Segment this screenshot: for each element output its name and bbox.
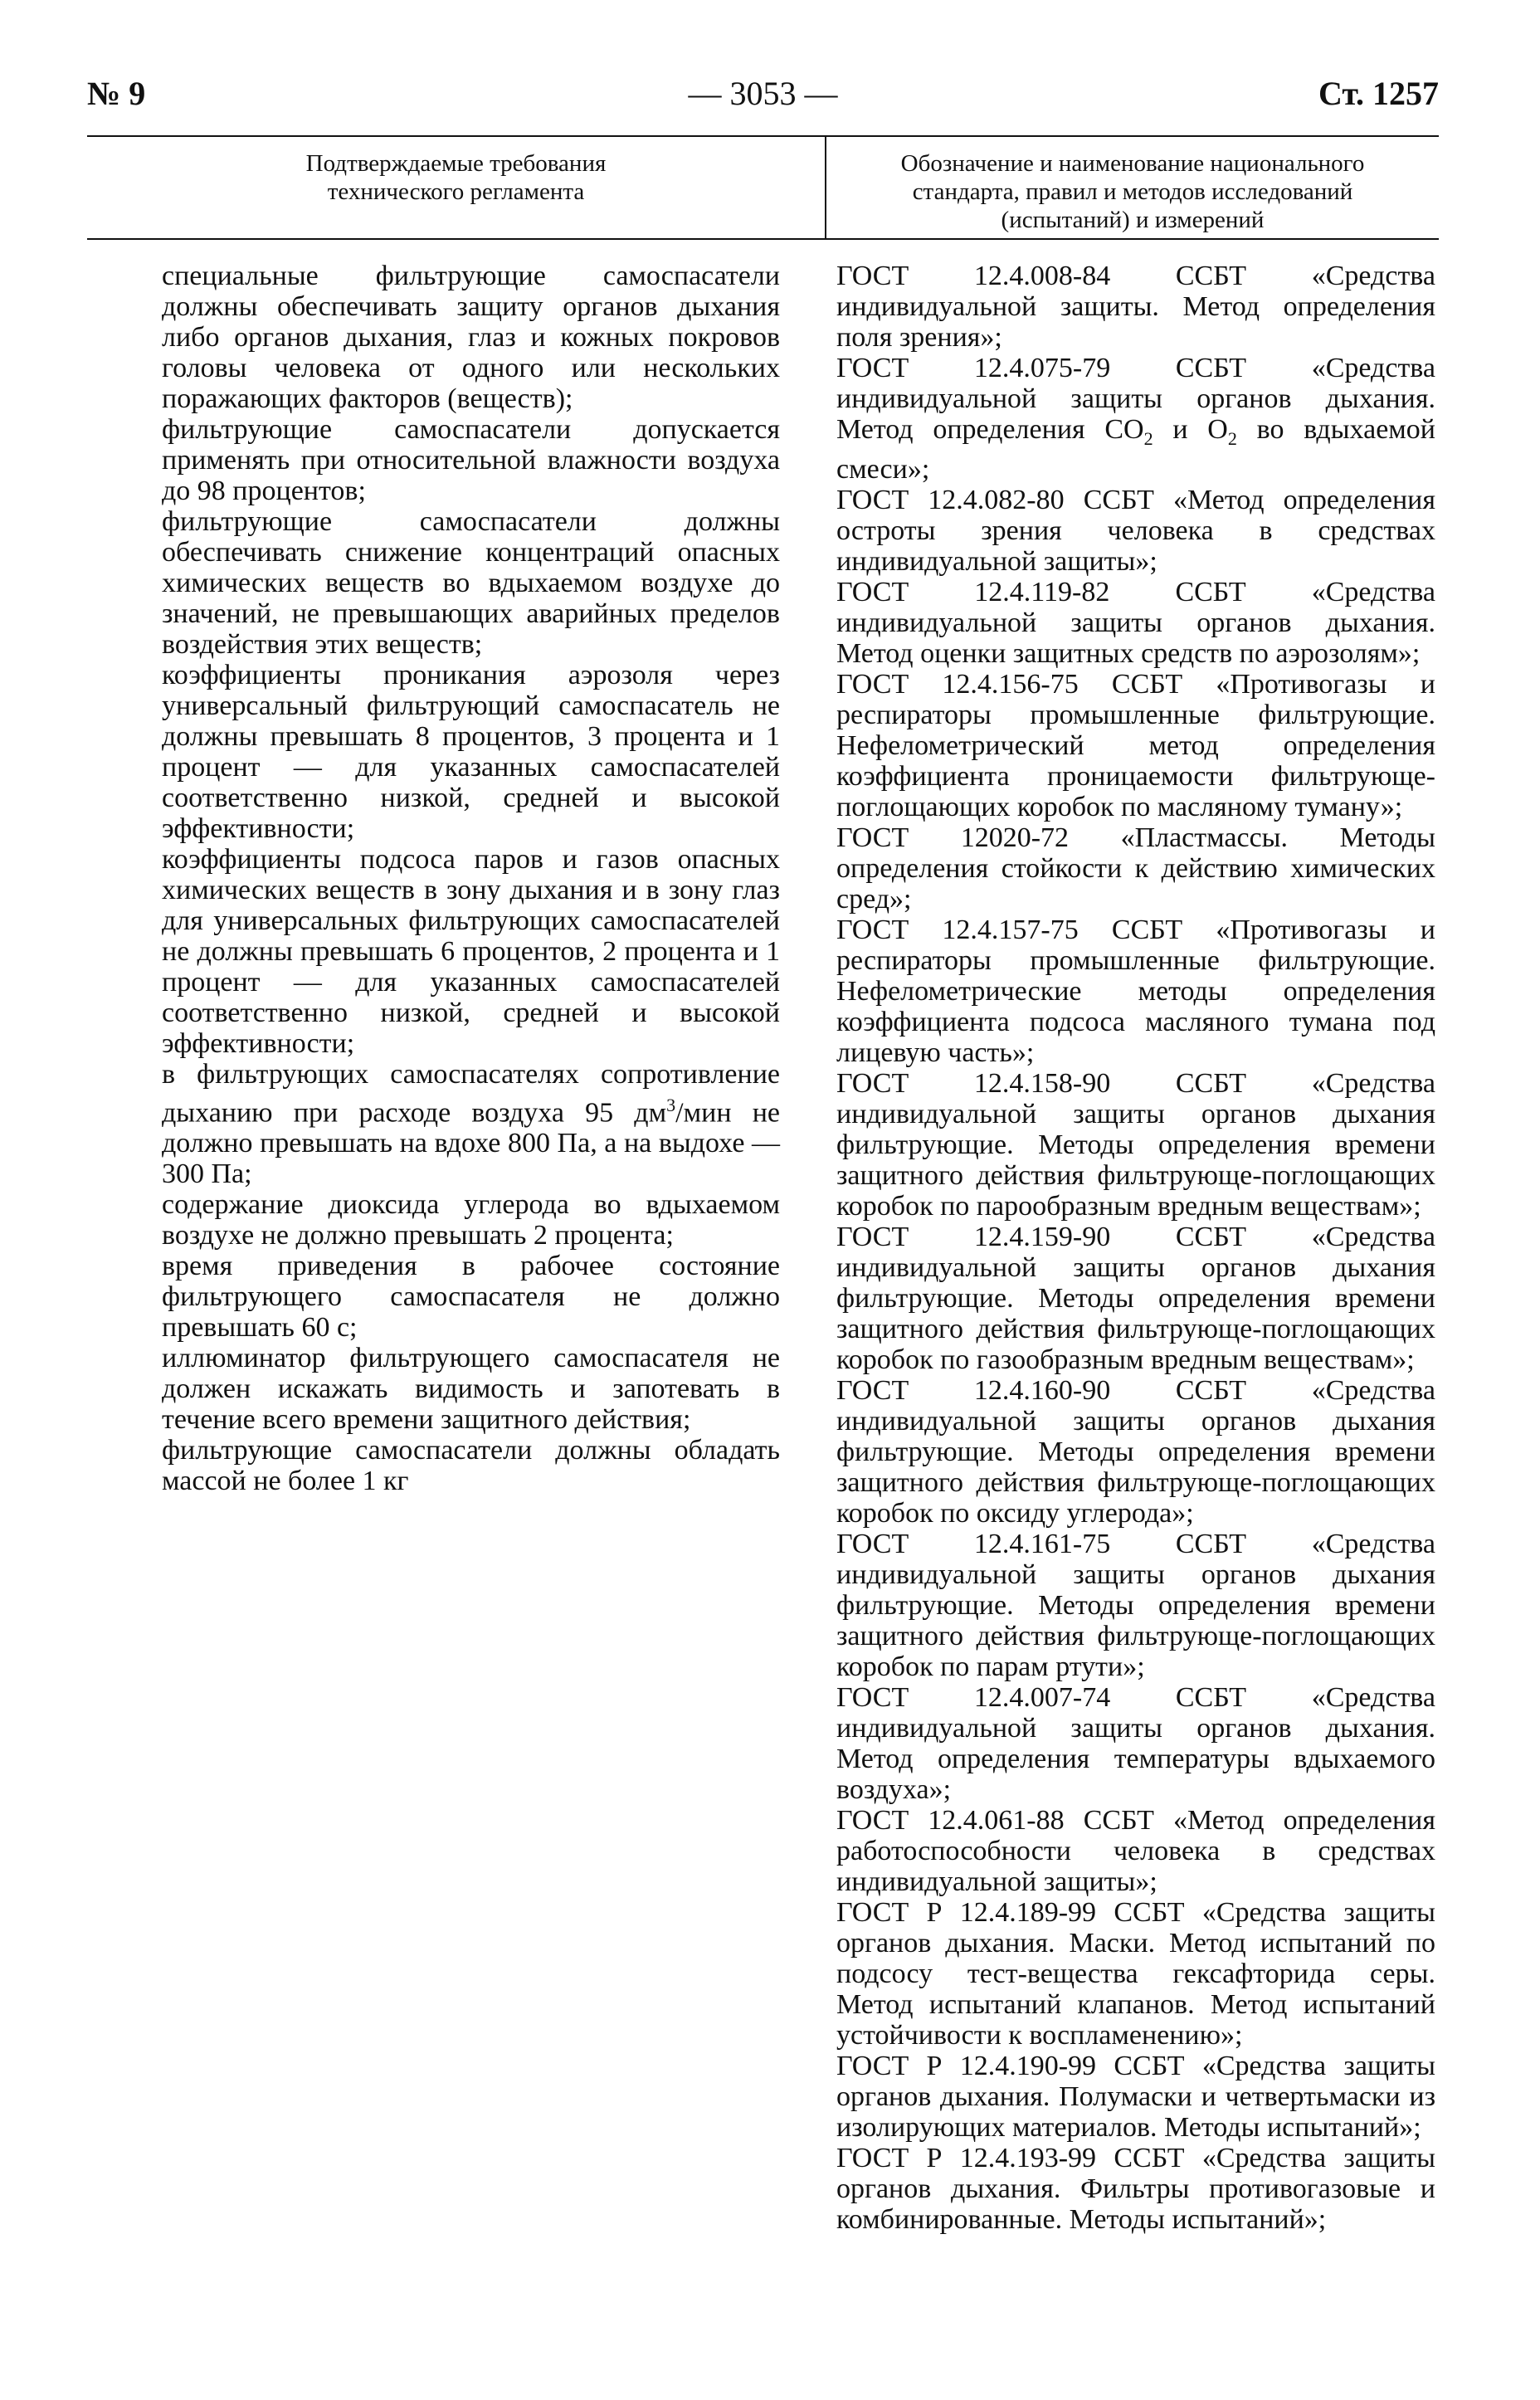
standard-item: ГОСТ 12.4.119-82 ССБТ «Средства индивидуальной защиты органов дыхания. Метод оценки защитных средств по аэрозолям»;	[836, 576, 1435, 669]
column-header-line: Обозначение и наименование национального	[900, 150, 1365, 177]
column-header-line: технического регламента	[327, 178, 585, 205]
article-number: Ст. 1257	[1318, 75, 1439, 112]
requirement-item: коэффициенты подсоса паров и газов опасных химических веществ в зону дыхания и в зону глаз для универсальных фильтрующих самоспасателей не должны превышать 6 процентов, 2 процента и 1 процент — для указанных самоспасателей соответственно низкой, средней и высокой эффективности;	[162, 844, 780, 1059]
standard-text: во вдыхаемой смеси»;	[836, 414, 1435, 485]
standard-item: ГОСТ 12.4.008-84 ССБТ «Средства индивидуальной защиты. Метод определения поля зрения»;	[836, 261, 1435, 353]
standard-item: ГОСТ 12.4.160-90 ССБТ «Средства индивидуальной защиты органов дыхания фильтрующие. Методы определения времени защитного действия фильтрующе-поглощающих коробок по оксиду углерода»;	[836, 1374, 1435, 1529]
standard-item: ГОСТ 12.4.082-80 ССБТ «Метод определения остроты зрения человека в средствах индивидуальной защиты»;	[836, 484, 1435, 577]
requirement-item: специальные фильтрующие самоспасатели должны обеспечивать защиту органов дыхания либо органов дыхания, глаз и кожных покровов головы человека от одного или нескольких поражающих факторов (веществ);	[162, 261, 780, 414]
standard-item: ГОСТ 12.4.159-90 ССБТ «Средства индивидуальной защиты органов дыхания фильтрующие. Методы определения времени защитного действия фильтрующе-поглощающих коробок по газообразным вредным веществам»;	[836, 1221, 1435, 1375]
standard-item: ГОСТ 12.4.158-90 ССБТ «Средства индивидуальной защиты органов дыхания фильтрующие. Методы определения времени защитного действия фильтрующе-поглощающих коробок по парообразным вредным веществам»;	[836, 1067, 1435, 1222]
column-header-line: (испытаний) и измерений	[1001, 207, 1265, 233]
requirement-item: иллюминатор фильтрующего самоспасателя не должен искажать видимость и запотевать в течение всего времени защитного действия;	[162, 1343, 780, 1436]
subscript: 2	[1227, 427, 1237, 449]
column-header-standards	[826, 149, 1439, 234]
requirement-item: время приведения в рабочее состояние фильтрующего самоспасателя не должно превышать 60 с;	[162, 1251, 780, 1344]
issue-number: № 9	[87, 75, 146, 112]
column-header-line: Подтверждаемые требования	[305, 150, 607, 177]
standard-text: и О	[1153, 414, 1228, 445]
standard-item: ГОСТ 12.4.156-75 ССБТ «Противогазы и респираторы промышленные фильтрующие. Нефелометрический метод определения коэффициента проницаемости фильтрующе-поглощающих коробок по масляному туману»;	[836, 668, 1435, 822]
standard-item: ГОСТ 12.4.157-75 ССБТ «Противогазы и респираторы промышленные фильтрующие. Нефелометрические методы определения коэффициента подсоса масляного тумана под лицевую часть»;	[836, 914, 1435, 1068]
requirement-item: содержание диоксида углерода во вдыхаемом воздухе не должно превышать 2 процента;	[162, 1189, 780, 1251]
page-header	[87, 73, 1439, 115]
requirement-item: коэффициенты проникания аэрозоля через универсальный фильтрующий самоспасатель не должны превышать 8 процентов, 3 процента и 1 процент — для указанных самоспасателей соответственно низкой, средней и высокой эффективности;	[162, 660, 780, 844]
column-header-line: стандарта, правил и методов исследований	[912, 178, 1353, 205]
requirement-text: /мин не должно превышать на вдохе 800 Па, а на выдохе — 300 Па;	[162, 1097, 780, 1190]
standard-item: ГОСТ 12.4.161-75 ССБТ «Средства индивидуальной защиты органов дыхания фильтрующие. Методы определения времени защитного действия фильтрующе-поглощающих коробок по парам ртути»;	[836, 1528, 1435, 1682]
requirement-item: фильтрующие самоспасатели должны обладать массой не более 1 кг	[162, 1435, 780, 1497]
standard-item: ГОСТ 12020-72 «Пластмассы. Методы определения стойкости к действию химических сред»;	[836, 822, 1435, 915]
requirement-item-resistance	[162, 1059, 780, 1189]
table-header-rule	[87, 238, 1439, 240]
column-header-requirements	[87, 149, 825, 206]
standard-item: ГОСТ Р 12.4.189-99 ССБТ «Средства защиты органов дыхания. Маски. Метод испытаний по подсосу тест-вещества гексафторида серы. Метод испытаний клапанов. Метод испытаний устойчивости к воспламенению»;	[836, 1896, 1435, 2051]
standard-item: ГОСТ Р 12.4.190-99 ССБТ «Средства защиты органов дыхания. Полумаски и четвертьмаски из изолирующих материалов. Методы испытаний»;	[836, 2050, 1435, 2143]
page-number: — 3053 —	[688, 75, 838, 112]
standard-item: ГОСТ 12.4.061-88 ССБТ «Метод определения работоспособности человека в средствах индивидуальной защиты»;	[836, 1804, 1435, 1897]
standards-column	[836, 261, 1435, 2235]
superscript: 3	[666, 1095, 676, 1115]
requirement-text: в фильтрующих самоспасателях сопротивление дыханию при расходе воздуха 95 дм	[162, 1059, 780, 1129]
standard-text: ГОСТ 12.4.075-79 ССБТ «Средства индивидуальной защиты органов дыхания. Метод определения СО	[836, 353, 1435, 445]
requirement-item: фильтрующие самоспасатели допускается применять при относительной влажности воздуха до 98 процентов;	[162, 414, 780, 506]
standard-item: ГОСТ 12.4.007-74 ССБТ «Средства индивидуальной защиты органов дыхания. Метод определения температуры вдыхаемого воздуха»;	[836, 1681, 1435, 1805]
requirement-item: фильтрующие самоспасатели должны обеспечивать снижение концентраций опасных химических веществ во вдыхаемом воздухе до значений, не превышающих аварийных пределов воздействия этих веществ;	[162, 506, 780, 660]
standard-item: ГОСТ Р 12.4.193-99 ССБТ «Средства защиты органов дыхания. Фильтры противогазовые и комбинированные. Методы испытаний»;	[836, 2142, 1435, 2235]
requirements-column	[162, 261, 780, 1496]
table-top-rule	[87, 135, 1439, 137]
subscript: 2	[1143, 427, 1153, 449]
standard-item-co2	[836, 353, 1435, 485]
